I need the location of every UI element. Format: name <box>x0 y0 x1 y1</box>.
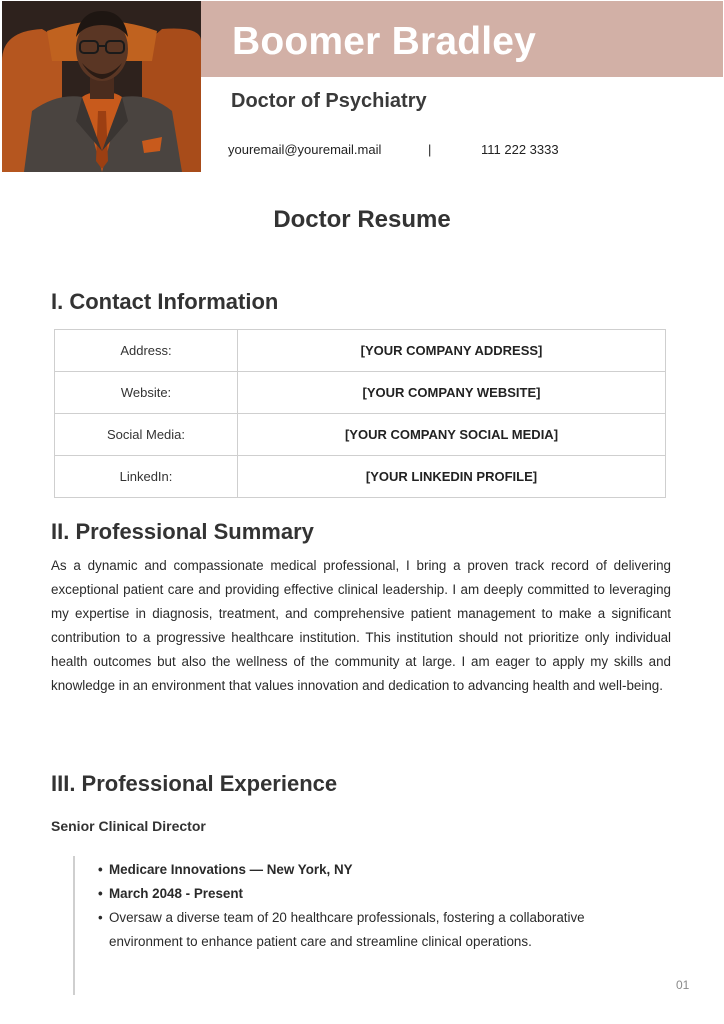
summary-section-heading: II. Professional Summary <box>51 519 314 544</box>
contact-value-address: [YOUR COMPANY ADDRESS] <box>238 330 666 372</box>
contact-label-linkedin: LinkedIn: <box>55 456 238 498</box>
contact-value-social: [YOUR COMPANY SOCIAL MEDIA] <box>238 414 666 456</box>
list-item: • Medicare Innovations — New York, NY <box>98 858 638 882</box>
summary-paragraph: As a dynamic and compassionate medical professional, I bring a proven track record of delivering exceptional patient care and providing effective clinical leadership. I am deeply committed to leveraging my expertise in diagnosis, treatment, and comprehensive patient management to make a significant contribution to a progressive healthcare institution. This institution should not prioritize only individual health outcomes but also the wellness of the community at large. I am eager to apply my skills and knowledge in an environment that values innovation and dedication to advancing health and well-being. <box>51 558 671 693</box>
table-row <box>55 330 666 372</box>
phone-text: 111 222 3333 <box>481 142 559 157</box>
experience-divider <box>73 856 75 995</box>
contact-section-heading: I. Contact Information <box>51 289 279 314</box>
candidate-name: Boomer Bradley <box>232 20 537 63</box>
page-number: 01 <box>676 978 690 992</box>
experience-section-heading: III. Professional Experience <box>51 771 338 796</box>
contact-label-address: Address: <box>55 330 238 372</box>
contact-table <box>54 329 666 498</box>
list-item: • March 2048 - Present <box>98 882 638 906</box>
document-title: Doctor Resume <box>273 206 451 233</box>
profile-photo <box>2 1 201 172</box>
contact-label-social: Social Media: <box>55 414 238 456</box>
table-row <box>55 372 666 414</box>
email-text: youremail@youremail.mail <box>228 142 382 157</box>
list-item: • Oversaw a diverse team of 20 healthcare professionals, fostering a collaborative environment to enhance patient care and streamline clinical operations. <box>98 906 638 954</box>
candidate-role: Doctor of Psychiatry <box>231 90 427 112</box>
experience-list <box>98 858 638 954</box>
table-row <box>55 456 666 498</box>
table-row <box>55 414 666 456</box>
contact-value-linkedin: [YOUR LINKEDIN PROFILE] <box>238 456 666 498</box>
contact-separator: | <box>428 142 432 157</box>
contact-label-website: Website: <box>55 372 238 414</box>
contact-value-website: [YOUR COMPANY WEBSITE] <box>238 372 666 414</box>
job-title: Senior Clinical Director <box>51 818 206 834</box>
